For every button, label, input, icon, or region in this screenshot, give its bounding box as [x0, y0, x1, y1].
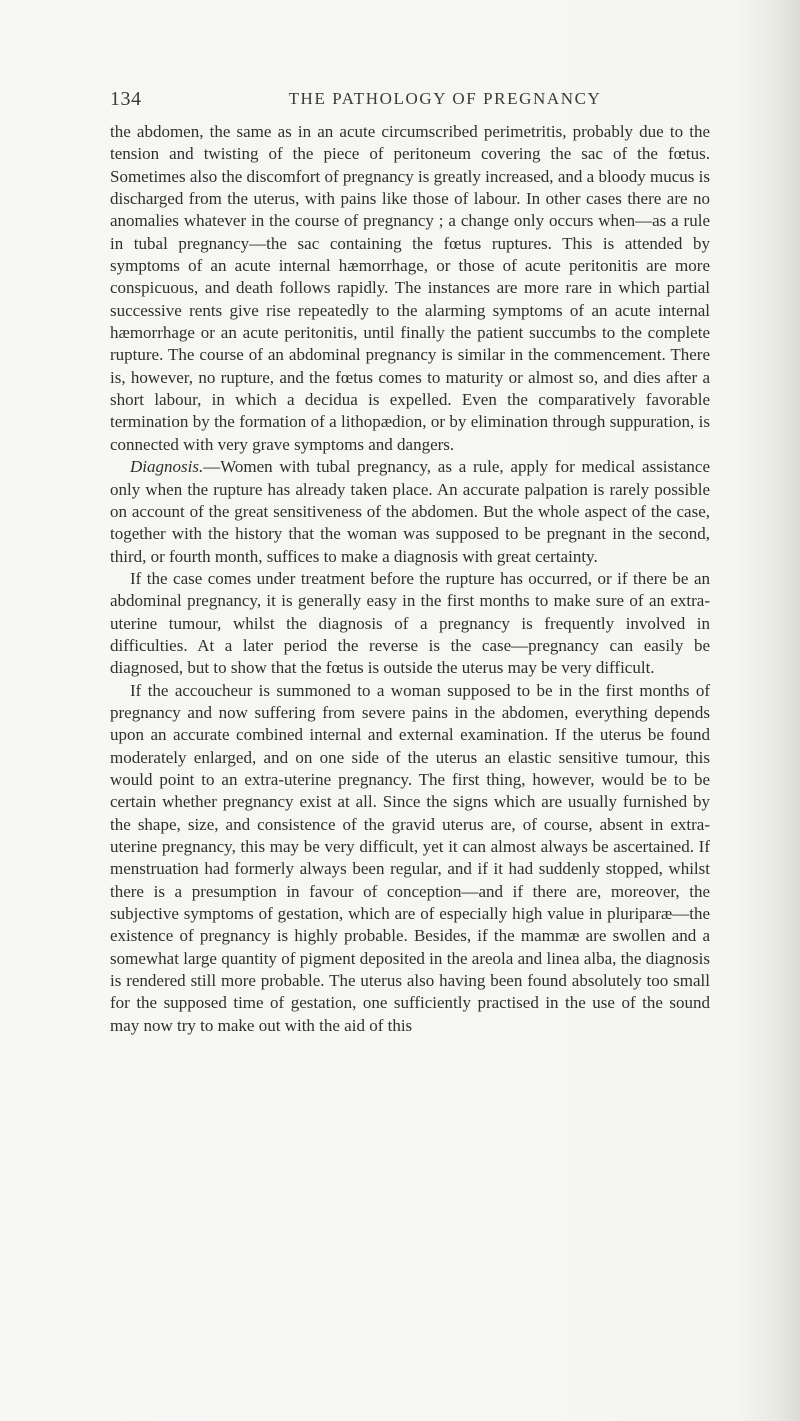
running-head: THE PATHOLOGY OF PREGNANCY	[288, 89, 602, 108]
section-lead-diagnosis: Diagnosis.	[130, 457, 204, 477]
body-text	[110, 121, 710, 1037]
paragraph-continuation	[110, 121, 710, 456]
page-number: 134	[110, 88, 142, 110]
paragraph-before-rupture	[110, 568, 710, 680]
paragraph-text: If the case comes under treatment before the rupture has occurred, or if there be an abdominal pregnancy, it is generally easy in the first months to make sure of an extra-uterine tumour, whilst the diagnosis of a pregnancy is frequently involved in difficulties. At a later period the reverse is the case—pregnancy can easily be diagnosed, but to show that the fœtus is outside the uterus may be very difficult.	[110, 568, 710, 678]
paragraph-diagnosis	[110, 456, 710, 568]
paragraph-text: —Women with tubal pregnancy, as a rule, apply for medical assistance only when the rupture has already taken place. An accurate palpation is rarely possible on account of the great sensitiveness of the abdomen. But the whole aspect of the case, together with the history that the woman was supposed to be pregnant in the second, third, or fourth month, suffices to make a diagnosis with great certainty.	[110, 457, 710, 566]
paragraph-text: If the accoucheur is summoned to a woman supposed to be in the first months of pregnancy and now suffering from severe pains in the abdomen, everything depends upon an accurate combined internal and external examination. If the uterus be found moderately enlarged, and on one side of the uterus an elastic sensitive tumour, this would point to an extra-uterine pregnancy. The first thing, however, would be to be certain whether pregnancy exist at all. Since the signs which are usually furnished by the shape, size, and consistence of the gravid uterus are, of course, absent in extra-uterine pregnancy, this may be very difficult, yet it can almost always be ascertained. If menstruation had formerly always been regular, and if it had suddenly stopped, whilst there is a presumption in favour of conception—and if there are, moreover, the subjective symptoms of gestation, which are of especially high value in pluriparæ—the existence of pregnancy is highly probable. Besides, if the mammæ are swollen and a somewhat large quantity of pigment deposited in the areola and linea alba, the diagnosis is rendered still more probable. The uterus also having been found absolutely too small for the supposed time of gestation, one sufficiently practised in the use of the sound may now try to make out with the aid of this	[110, 680, 710, 1035]
paragraph-accoucheur	[110, 680, 710, 1038]
paragraph-text: the abdomen, the same as in an acute circumscribed perimetritis, probably due to the tension and twisting of the piece of peritoneum covering the sac of the fœtus. Sometimes also the discomfort of pregnancy is greatly increased, and a bloody mucus is discharged from the uterus, with pains like those of labour. In other cases there are no anomalies whatever in the course of pregnancy ; a change only occurs when—as a rule in tubal pregnancy—the sac containing the fœtus ruptures. This is attended by symptoms of an acute internal hæmorrhage, or those of acute peritonitis are more conspicuous, and death follows rapidly. The instances are more rare in which partial successive rents give rise repeatedly to the alarming symptoms of an acute internal hæmorrhage or an acute peritonitis, until finally the patient succumbs to the complete rupture. The course of an abdominal pregnancy is similar in the commencement. There is, however, no rupture, and the fœtus comes to maturity or almost so, and dies after a short labour, in which a decidua is expelled. Even the comparatively favorable termination by the formation of a lithopædion, or by elimination through suppuration, is connected with very grave symptoms and dangers.	[110, 122, 710, 454]
page-header	[110, 88, 710, 114]
